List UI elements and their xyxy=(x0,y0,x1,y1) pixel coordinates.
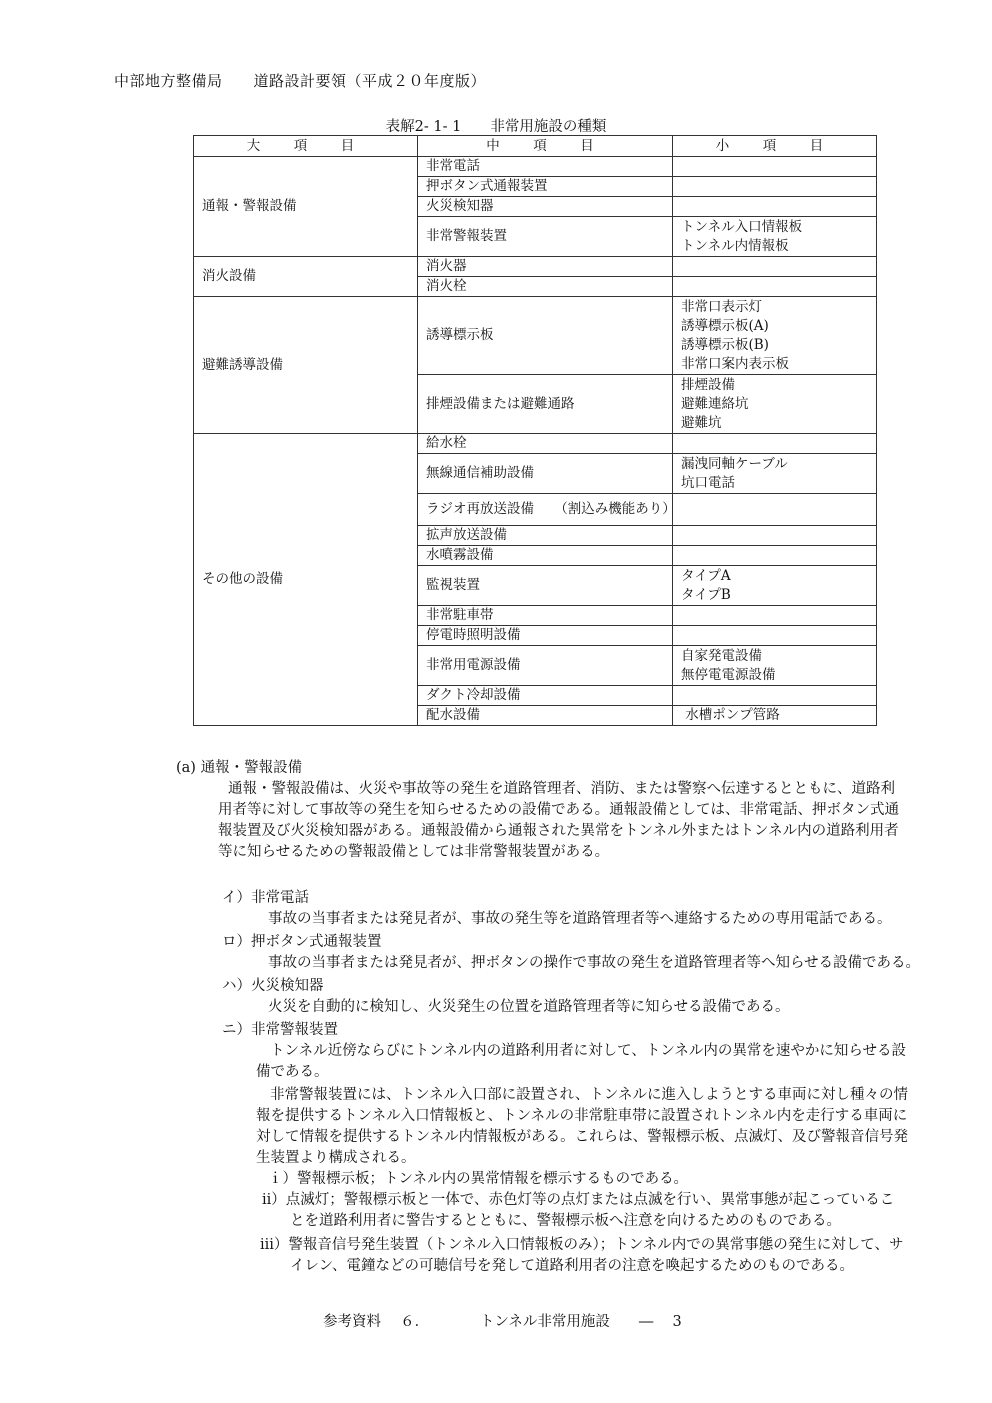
middle-item: ラジオ再放送設備 （割込み機能あり） xyxy=(418,494,673,526)
minor-item: 誘導標示板(B) xyxy=(681,336,769,353)
middle-item: 消火栓 xyxy=(418,277,673,297)
major-category: 消火設備 xyxy=(194,257,418,297)
minor-items xyxy=(673,257,877,277)
major-category: その他の設備 xyxy=(194,434,418,726)
body-line: ロ）押ボタン式通報装置 xyxy=(222,934,382,950)
body-line: 生装置より構成される。 xyxy=(256,1150,416,1166)
body-line: とを道路利用者に警告するとともに、警報標示板へ注意を向けるためのものである。 xyxy=(290,1213,841,1229)
minor-items xyxy=(673,706,877,726)
body-line: ⅱ）点滅灯；警報標示板と一体で、赤色灯等の点灯または点滅を行い、異常事態が起こっているこ xyxy=(262,1192,895,1208)
header-middle: 中 項 目 xyxy=(418,136,673,157)
body-line: ニ）非常警報装置 xyxy=(222,1022,338,1038)
body-line: 備である。 xyxy=(256,1064,329,1080)
minor-items xyxy=(673,626,877,646)
body-line: イレン、電鐘などの可聴信号を発して道路利用者の注意を喚起するためのものである。 xyxy=(290,1258,854,1274)
minor-item: 排煙設備 xyxy=(681,376,735,393)
minor-items xyxy=(673,686,877,706)
minor-item: 非常口表示灯 xyxy=(681,298,762,315)
middle-item: 水噴霧設備 xyxy=(418,546,673,566)
body-line: 事故の当事者または発見者が、押ボタンの操作で事故の発生を道路管理者等へ知らせる設備である。 xyxy=(268,955,921,971)
table-row xyxy=(194,257,877,277)
table-body xyxy=(194,157,877,726)
minor-item: 非常口案内表示板 xyxy=(681,355,789,372)
major-category: 通報・警報設備 xyxy=(194,157,418,257)
minor-items xyxy=(673,566,877,606)
minor-items xyxy=(673,646,877,686)
body-line: イ）非常電話 xyxy=(222,890,309,906)
minor-items xyxy=(673,157,877,177)
minor-items xyxy=(673,546,877,566)
body-line: ハ）火災検知器 xyxy=(222,978,324,994)
minor-item: 無停電電源設備 xyxy=(681,666,776,683)
table-caption: 表解2- 1- 1 非常用施設の種類 xyxy=(385,119,607,135)
table-row xyxy=(194,157,877,177)
minor-item: 漏洩同軸ケーブル xyxy=(681,455,788,472)
middle-item: 監視装置 xyxy=(418,566,673,606)
minor-items xyxy=(673,277,877,297)
middle-item: 消火器 xyxy=(418,257,673,277)
minor-items xyxy=(673,494,877,526)
minor-item: 坑口電話 xyxy=(681,474,735,491)
table-row xyxy=(194,434,877,454)
middle-item: ダクト冷却設備 xyxy=(418,686,673,706)
page-footer: 参考資料 ６． トンネル非常用施設 ― 3 xyxy=(323,1314,682,1330)
minor-items xyxy=(673,375,877,434)
body-line: 火災を自動的に検知し、火災発生の位置を道路管理者等に知らせる設備である。 xyxy=(268,999,790,1015)
middle-item: 給水栓 xyxy=(418,434,673,454)
middle-item: 押ボタン式通報装置 xyxy=(418,177,673,197)
body-line: 通報・警報設備は、火災や事故等の発生を道路管理者、消防、または警察へ伝達するとともに、道路利 xyxy=(228,781,895,797)
minor-item: トンネル入口情報板 xyxy=(681,218,803,235)
middle-item: 火災検知器 xyxy=(418,197,673,217)
minor-item: トンネル内情報板 xyxy=(681,237,789,254)
middle-item: 誘導標示板 xyxy=(418,297,673,375)
minor-item: 避難連絡坑 xyxy=(681,395,749,412)
middle-item: 非常警報装置 xyxy=(418,217,673,257)
middle-item: 排煙設備または避難通路 xyxy=(418,375,673,434)
minor-items xyxy=(673,454,877,494)
body-line: ｉ）警報標示板；トンネル内の異常情報を標示するものである。 xyxy=(268,1171,689,1187)
middle-item: 無線通信補助設備 xyxy=(418,454,673,494)
body-line: トンネル近傍ならびにトンネル内の道路利用者に対して、トンネル内の異常を速やかに知らせる設 xyxy=(270,1043,906,1059)
page-header: 中部地方整備局 道路設計要領（平成２０年度版） xyxy=(114,72,487,90)
minor-items xyxy=(673,526,877,546)
minor-item: 避難坑 xyxy=(681,414,722,431)
middle-item: 非常駐車帯 xyxy=(418,606,673,626)
minor-item: タイプA xyxy=(681,567,731,584)
major-category: 避難誘導設備 xyxy=(194,297,418,434)
body-line: 等に知らせるための警報設備としては非常警報装置がある。 xyxy=(218,844,610,860)
header-major: 大 項 目 xyxy=(194,136,418,157)
middle-item: 停電時照明設備 xyxy=(418,626,673,646)
minor-item: 誘導標示板(A) xyxy=(681,317,769,334)
minor-item: 自家発電設備 xyxy=(681,647,762,664)
minor-items xyxy=(673,297,877,375)
minor-items xyxy=(673,606,877,626)
middle-item: 配水設備 xyxy=(418,706,673,726)
body-line: 対して情報を提供するトンネル内情報板がある。これらは、警報標示板、点滅灯、及び警報音信号発 xyxy=(256,1129,909,1145)
facilities-table xyxy=(193,135,877,726)
header-minor: 小 項 目 xyxy=(673,136,877,157)
minor-items xyxy=(673,197,877,217)
table-header-row xyxy=(194,136,877,157)
minor-items xyxy=(673,434,877,454)
body-line: ⅲ）警報音信号発生装置（トンネル入口情報板のみ）；トンネル内での異常事態の発生に対して、サ xyxy=(260,1237,904,1253)
body-line: 用者等に対して事故等の発生を知らせるための設備である。通報設備としては、非常電話、押ボタン式通 xyxy=(218,802,900,818)
body-line: (a) 通報・警報設備 xyxy=(176,760,303,776)
middle-item: 非常用電源設備 xyxy=(418,646,673,686)
body-line: 事故の当事者または発見者が、事故の発生等を道路管理者等へ連絡するための専用電話である。 xyxy=(268,911,892,927)
middle-item: 非常電話 xyxy=(418,157,673,177)
middle-item: 拡声放送設備 xyxy=(418,526,673,546)
minor-item: 水槽ポンプ管路 xyxy=(681,707,780,723)
minor-items xyxy=(673,217,877,257)
minor-items xyxy=(673,177,877,197)
body-line: 報装置及び火災検知器がある。通報設備から通報された異常をトンネル外またはトンネル内の道路利用者 xyxy=(218,823,899,839)
body-line: 非常警報装置には、トンネル入口部に設置され、トンネルに進入しようとする車両に対し種々の情 xyxy=(270,1087,908,1103)
minor-item: タイプB xyxy=(681,586,731,603)
table-row xyxy=(194,297,877,375)
body-line: 報を提供するトンネル入口情報板と、トンネルの非常駐車帯に設置されトンネル内を走行する車両に xyxy=(256,1108,908,1124)
